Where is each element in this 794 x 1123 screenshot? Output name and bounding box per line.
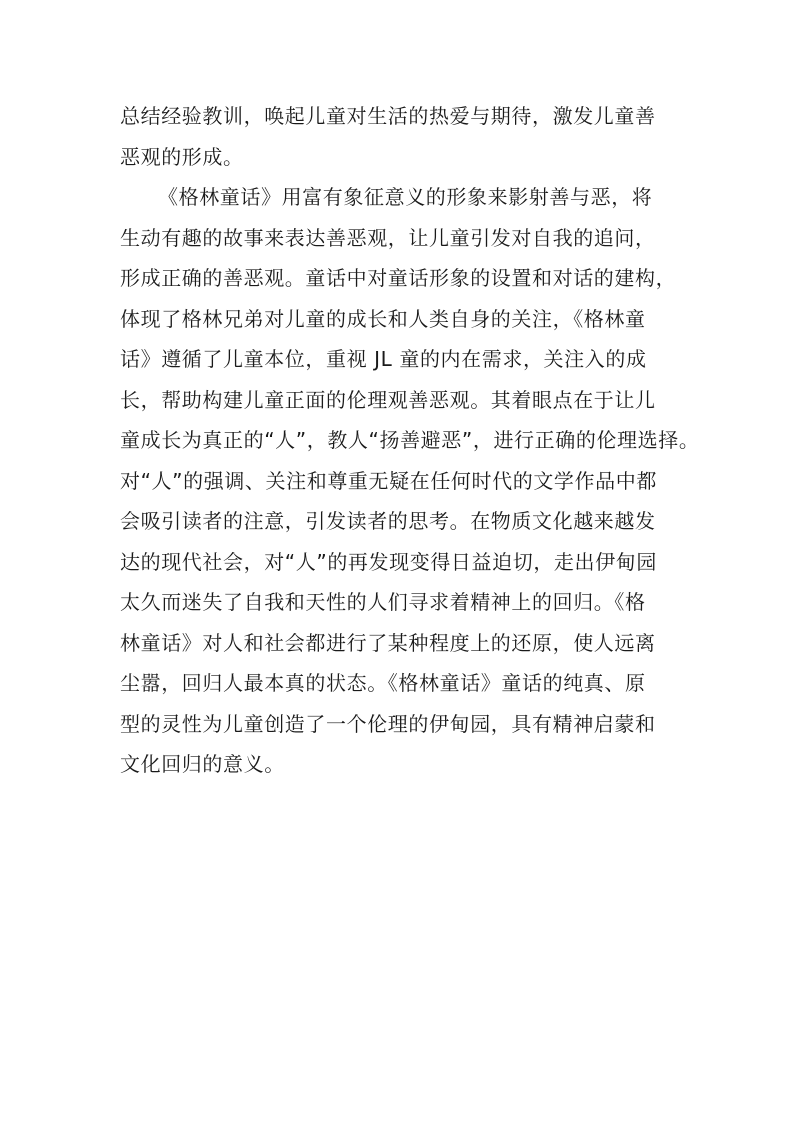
text-line: 型的灵性为儿童创造了一个伦理的伊甸园，具有精神启蒙和 (120, 711, 656, 736)
text-line: 尘嚣，回归人最本真的状态。《格林童话》童话的纯真、原 (120, 671, 646, 695)
text-line: 太久而迷失了自我和天性的人们寻求着精神上的回归。《格 (120, 590, 646, 614)
text-line: 文化回归的意义。 (120, 752, 285, 776)
text-line: 长，帮助构建儿童正面的伦理观善恶观。其着眼点在于让儿 (120, 387, 656, 412)
text-line: 体现了格林兄弟对儿童的成长和人类自身的关注，《格林童 (120, 306, 646, 331)
text-line: 恶观的形成。 (120, 144, 244, 169)
text-line: 总结经验教训，唤起儿童对生活的热爱与期待，激发儿童善 (120, 104, 656, 128)
text-line: 对“人”的强调、关注和尊重无疑在任何时代的文学作品中都 (120, 468, 657, 493)
body-text (120, 96, 700, 785)
text-line: 形成正确的善恶观。童话中对童话形象的设置和对话的建构， (120, 266, 677, 290)
text-line: 达的现代社会，对“人”的再发现变得日益迫切，走出伊甸园 (120, 549, 657, 574)
paragraph-first-line: 《格林童话》用富有象征意义的形象来影射善与恶，将 (158, 185, 653, 209)
text-line: 林童话》对人和社会都进行了某种程度上的还原，使人远离 (120, 630, 656, 655)
text-line: 会吸引读者的注意，引发读者的思考。在物质文化越来越发 (120, 509, 656, 533)
text-line: 生动有趣的故事来表达善恶观，让儿童引发对自我的追问， (120, 225, 656, 250)
text-line: 童成长为真正的“人”，教人“扬善避恶”，进行正确的伦理选择。 (120, 428, 700, 452)
text-line: 话》遵循了儿童本位，重视 JL 童的内在需求，关注入的成 (120, 347, 647, 371)
